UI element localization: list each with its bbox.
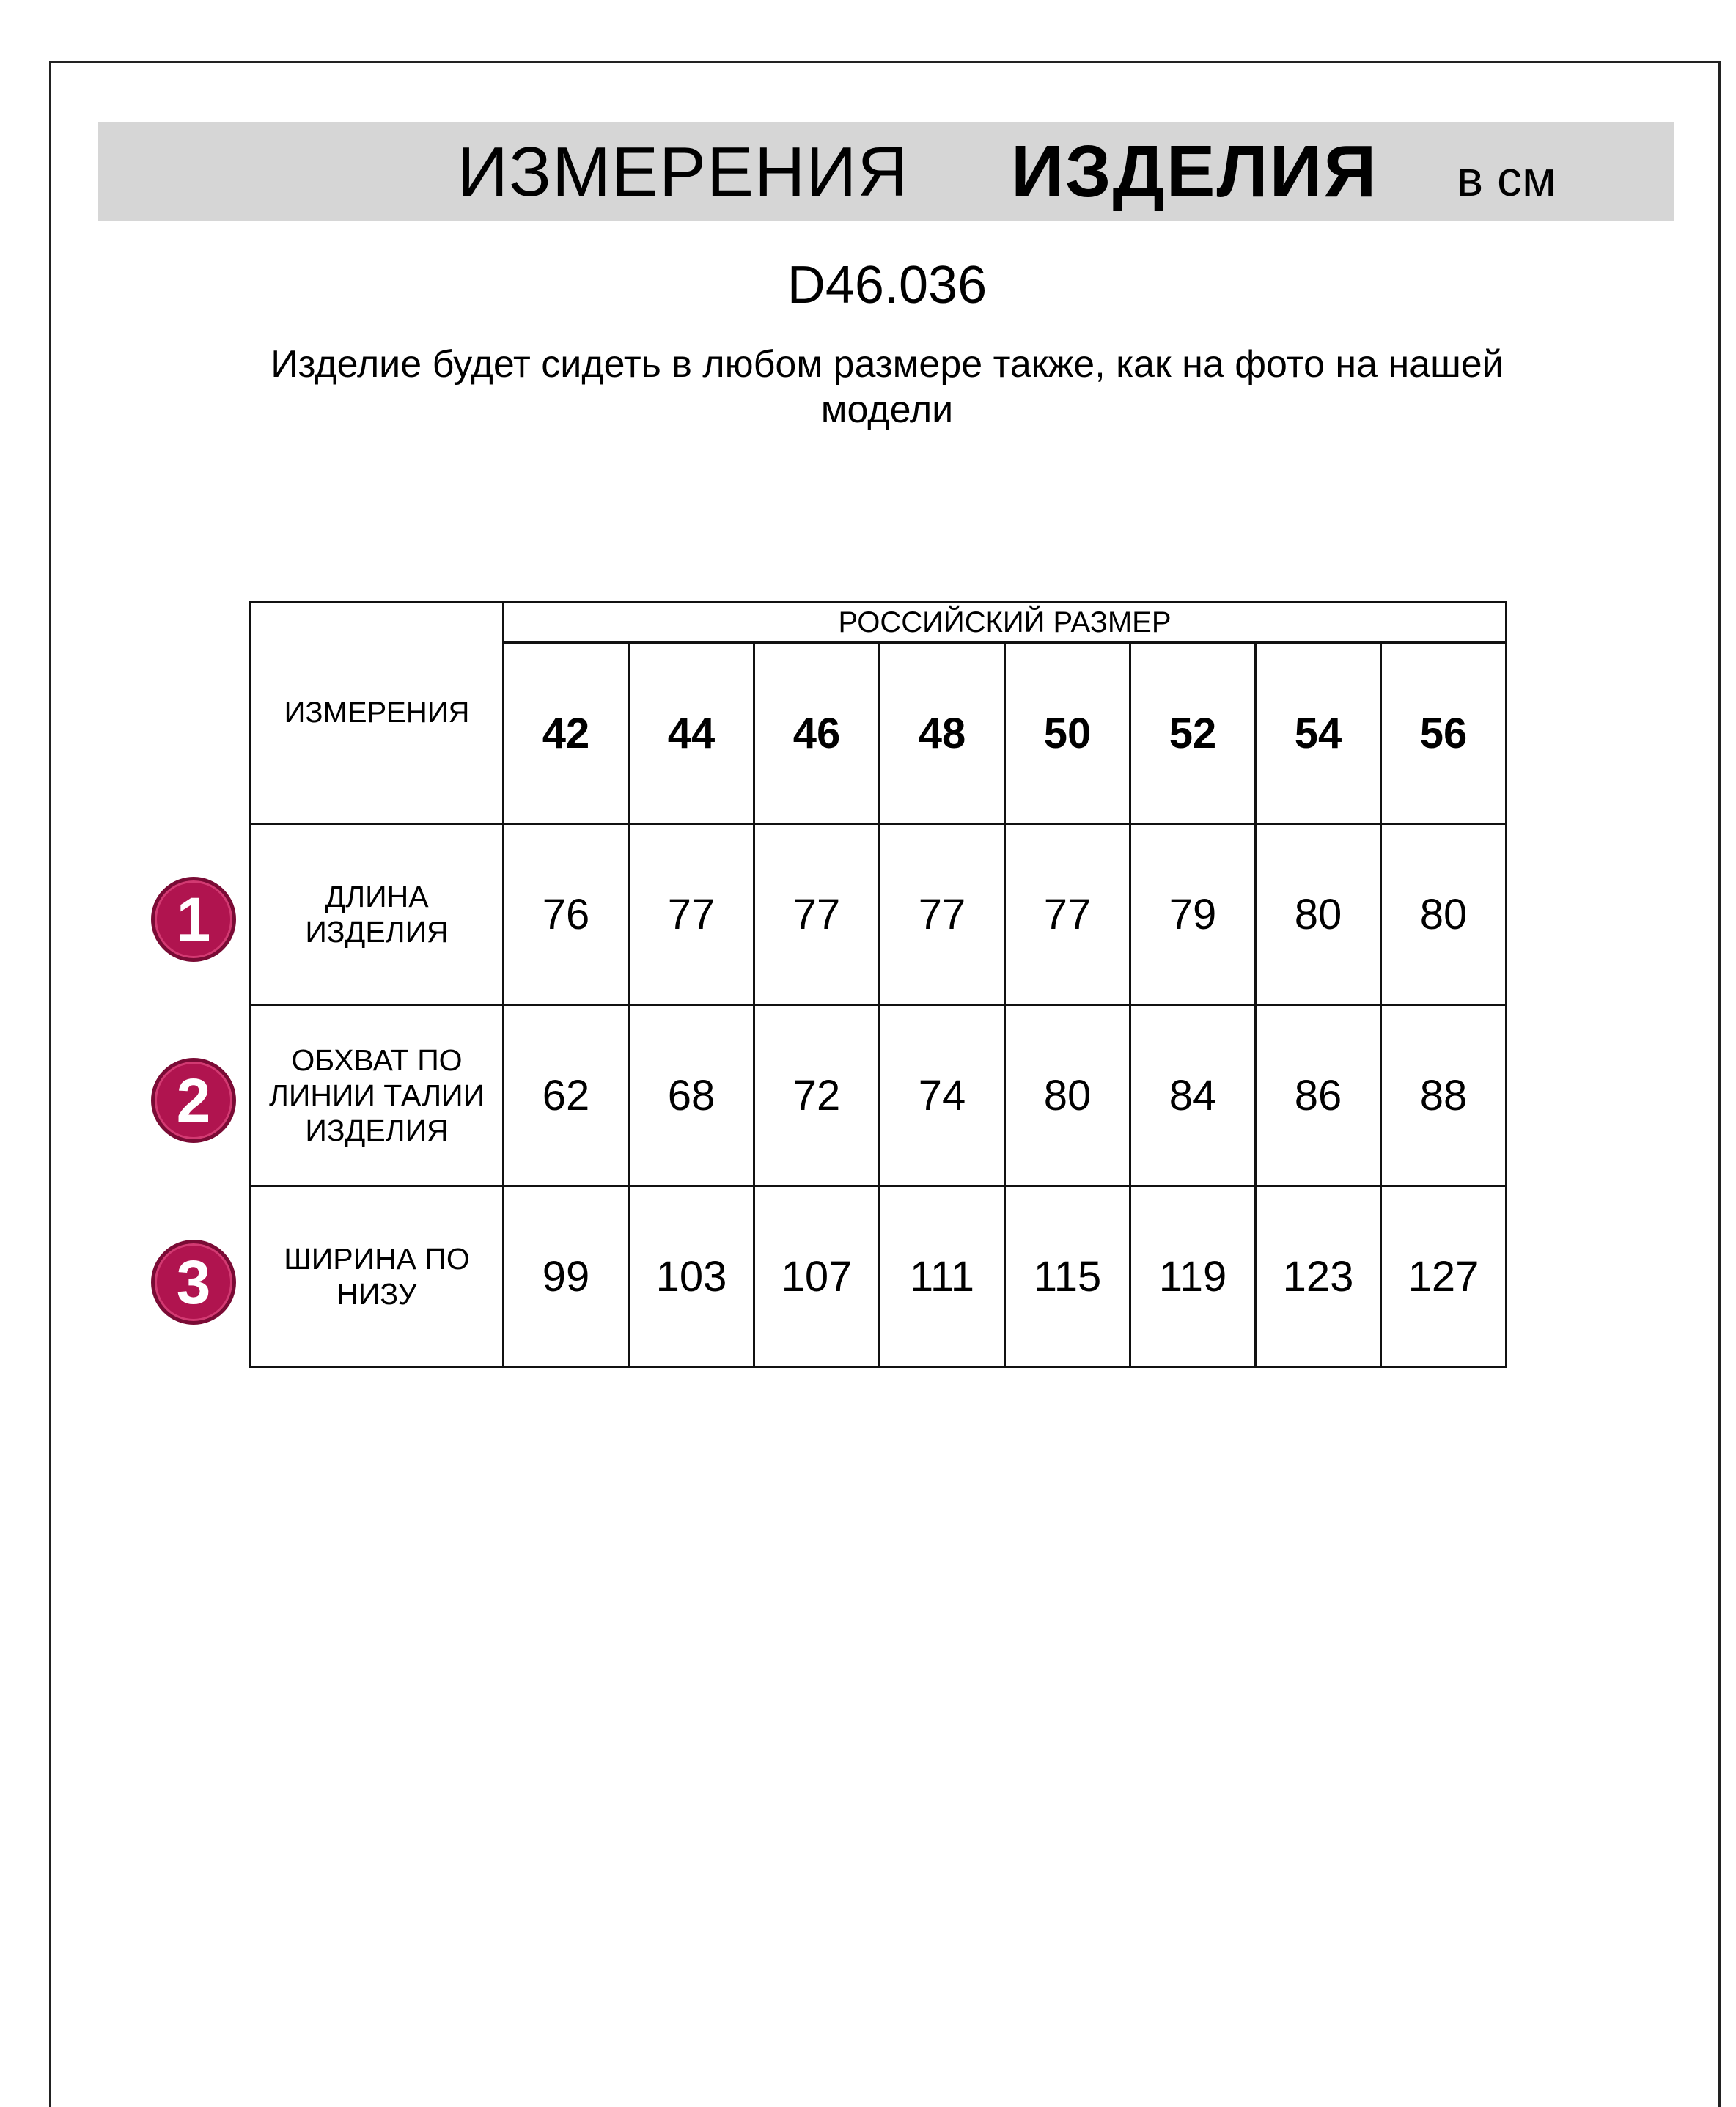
table-cell: 86 [1256,1005,1381,1186]
table-cell: 80 [1381,824,1507,1005]
table-row [251,1186,1507,1367]
table-cell: 88 [1381,1005,1507,1186]
size-header-44: 44 [629,643,754,824]
measurement-sheet [49,61,1721,2107]
size-table [249,601,1507,1368]
table-cell: 77 [880,824,1005,1005]
title-band [98,122,1674,221]
table-cell: 111 [880,1186,1005,1367]
table-cell: 76 [504,824,629,1005]
measurement-column-header: ИЗМЕРЕНИЯ [251,603,504,824]
table-cell: 77 [754,824,880,1005]
badge-3: 3 [151,1240,236,1325]
size-header-42: 42 [504,643,629,824]
title-unit: в см [1457,151,1556,207]
table-cell: 80 [1256,824,1381,1005]
table-row [251,824,1507,1005]
row-label-length: ДЛИНА ИЗДЕЛИЯ [251,824,504,1005]
table-cell: 99 [504,1186,629,1367]
table-cell: 72 [754,1005,880,1186]
row-label-waist: ОБХВАТ ПО ЛИНИИ ТАЛИИ ИЗДЕЛИЯ [251,1005,504,1186]
badge-1: 1 [151,877,236,962]
table-cell: 84 [1130,1005,1256,1186]
size-header-48: 48 [880,643,1005,824]
table-cell: 107 [754,1186,880,1367]
size-header-50: 50 [1005,643,1130,824]
table-cell: 103 [629,1186,754,1367]
size-header-54: 54 [1256,643,1381,824]
title-measurements: ИЗМЕРЕНИЯ [457,133,909,211]
size-header-46: 46 [754,643,880,824]
title-product: ИЗДЕЛИЯ [1011,130,1378,213]
fit-note: Изделие будет сидеть в любом размере также, как на фото на нашей модели [271,343,1504,431]
size-header-52: 52 [1130,643,1256,824]
table-cell: 119 [1130,1186,1256,1367]
badge-2: 2 [151,1058,236,1143]
row-label-hem-width: ШИРИНА ПО НИЗУ [251,1186,504,1367]
table-header-row [251,603,1507,643]
table-row [251,1005,1507,1186]
table-cell: 77 [629,824,754,1005]
table-cell: 79 [1130,824,1256,1005]
article-number: D46.036 [787,256,987,315]
table-cell: 115 [1005,1186,1130,1367]
table-cell: 62 [504,1005,629,1186]
table-cell: 80 [1005,1005,1130,1186]
size-header-56: 56 [1381,643,1507,824]
russian-size-header: РОССИЙСКИЙ РАЗМЕР [504,603,1507,643]
table-cell: 123 [1256,1186,1381,1367]
table-cell: 68 [629,1005,754,1186]
table-cell: 127 [1381,1186,1507,1367]
table-cell: 77 [1005,824,1130,1005]
table-cell: 74 [880,1005,1005,1186]
